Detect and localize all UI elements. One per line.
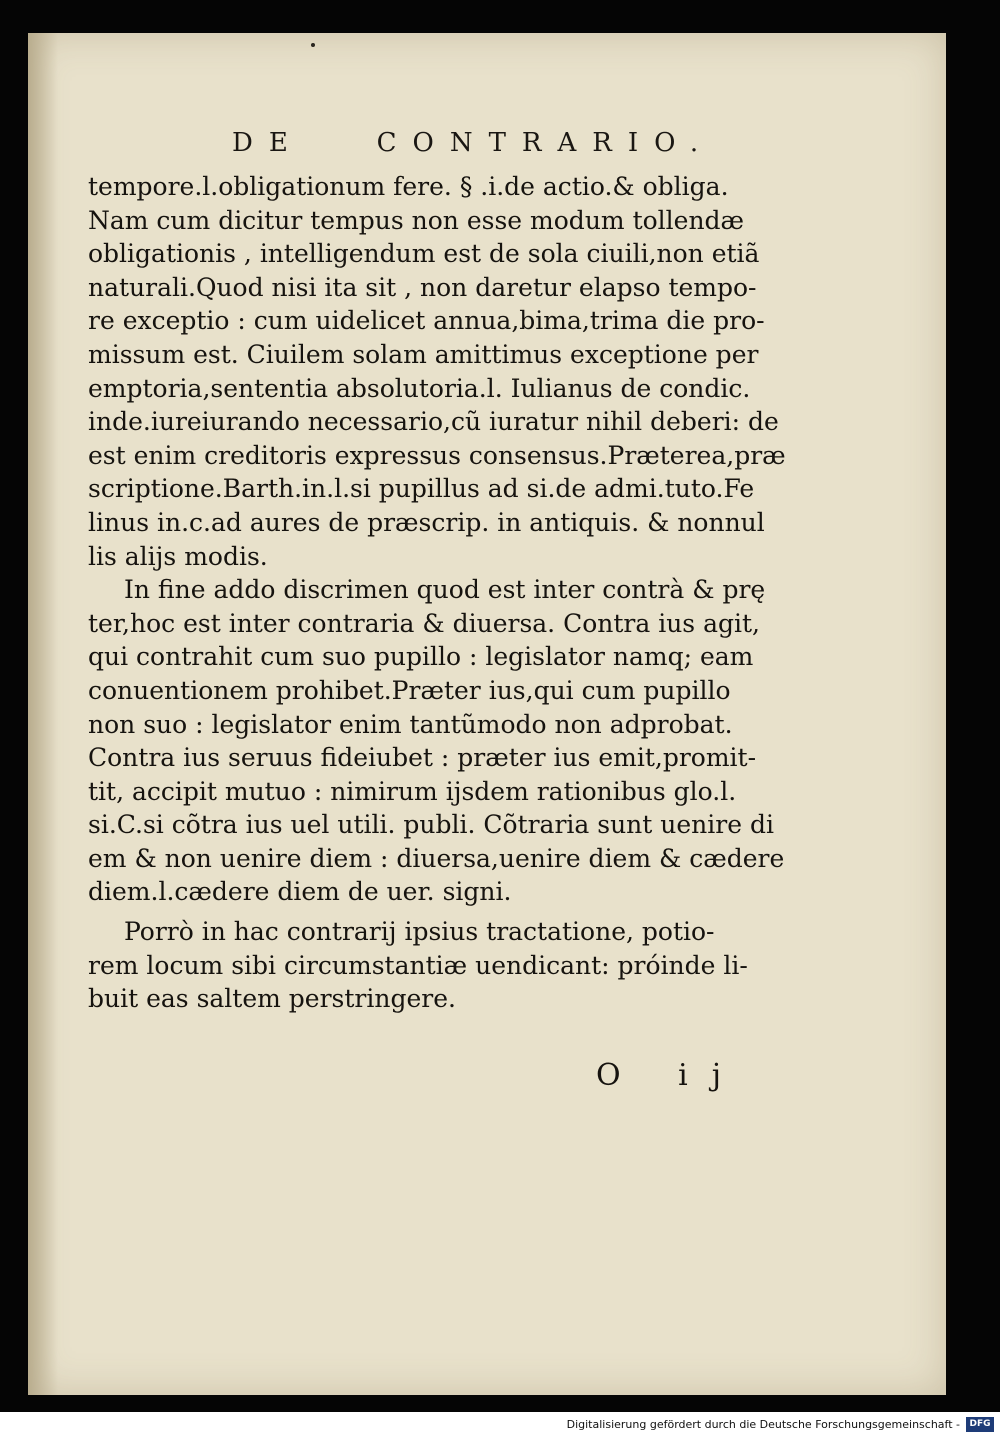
text-line: ter,hoc est inter contraria & diuersa. Contra ius agit, (88, 608, 760, 638)
text-line: lis alijs modis. (88, 541, 268, 571)
text-line: non suo : legislator enim tantũmodo non adprobat. (88, 709, 733, 739)
text-line: emptoria,sententia absolutoria.l. Iulianus de condic. (88, 373, 751, 403)
text-line: qui contrahit cum suo pupillo : legislator namq; eam (88, 642, 754, 672)
book-page (28, 33, 946, 1395)
text-line: naturali.Quod nisi ita sit , non daretur elapso tempo- (88, 272, 757, 302)
footer-credit: Digitalisierung gefördert durch die Deutsche Forschungsgemeinschaft - (566, 1418, 960, 1431)
text-line: si.C.si cõtra ius uel utili. publi. Cõtraria sunt uenire di (88, 810, 774, 840)
ink-dot (311, 43, 315, 47)
text-line: Nam cum dicitur tempus non esse modum tollendæ (88, 205, 745, 235)
text-line: obligationis , intelligendum est de sola ciuili,non etiã (88, 239, 760, 269)
text-line: buit eas saltem perstringere. (88, 984, 456, 1014)
text-line: rem locum sibi circumstantiæ uendicant: próinde li- (88, 950, 748, 980)
text-line: est enim creditoris expressus consensus.Præterea,præ (88, 440, 786, 470)
text-line: tempore.l.obligationum fere. § .i.de actio.& obliga. (88, 172, 729, 201)
text-line: em & non uenire diem : diuersa,uenire diem & cædere (88, 843, 785, 873)
footer-bar (0, 1412, 1000, 1438)
text-line-paragraph-start: In fine addo discrimen quod est inter contrà & prę (124, 575, 766, 605)
text-line: Contra ius seruus fideiubet : præter ius emit,promit- (88, 743, 757, 773)
text-line: scriptione.Barth.in.l.si pupillus ad si.de admi.tuto.Fe (88, 474, 755, 504)
text-line: conuentionem prohibet.Præter ius,qui cum pupillo (88, 675, 731, 705)
signature-mark: O ij (596, 1058, 746, 1093)
text-line: linus in.c.ad aures de præscrip. in antiquis. & nonnul (88, 507, 765, 537)
text-line: inde.iureiurando necessario,cũ iuratur nihil deberi: de (88, 407, 779, 437)
page-spine-shadow (28, 33, 58, 1395)
dfg-logo: DFG (966, 1417, 994, 1432)
text-line: re exceptio : cum uidelicet annua,bima,trima die pro- (88, 306, 765, 336)
text-line: tit, accipit mutuo : nimirum ijsdem rationibus glo.l. (88, 776, 737, 806)
text-line-paragraph-start: Porrò in hac contrarij ipsius tractatione, potio- (124, 917, 715, 947)
body-text (88, 170, 808, 1016)
running-head: DE CONTRARIO. (232, 128, 715, 158)
text-line: missum est. Ciuilem solam amittimus exceptione per (88, 339, 759, 369)
text-line: diem.l.cædere diem de uer. signi. (88, 877, 512, 907)
